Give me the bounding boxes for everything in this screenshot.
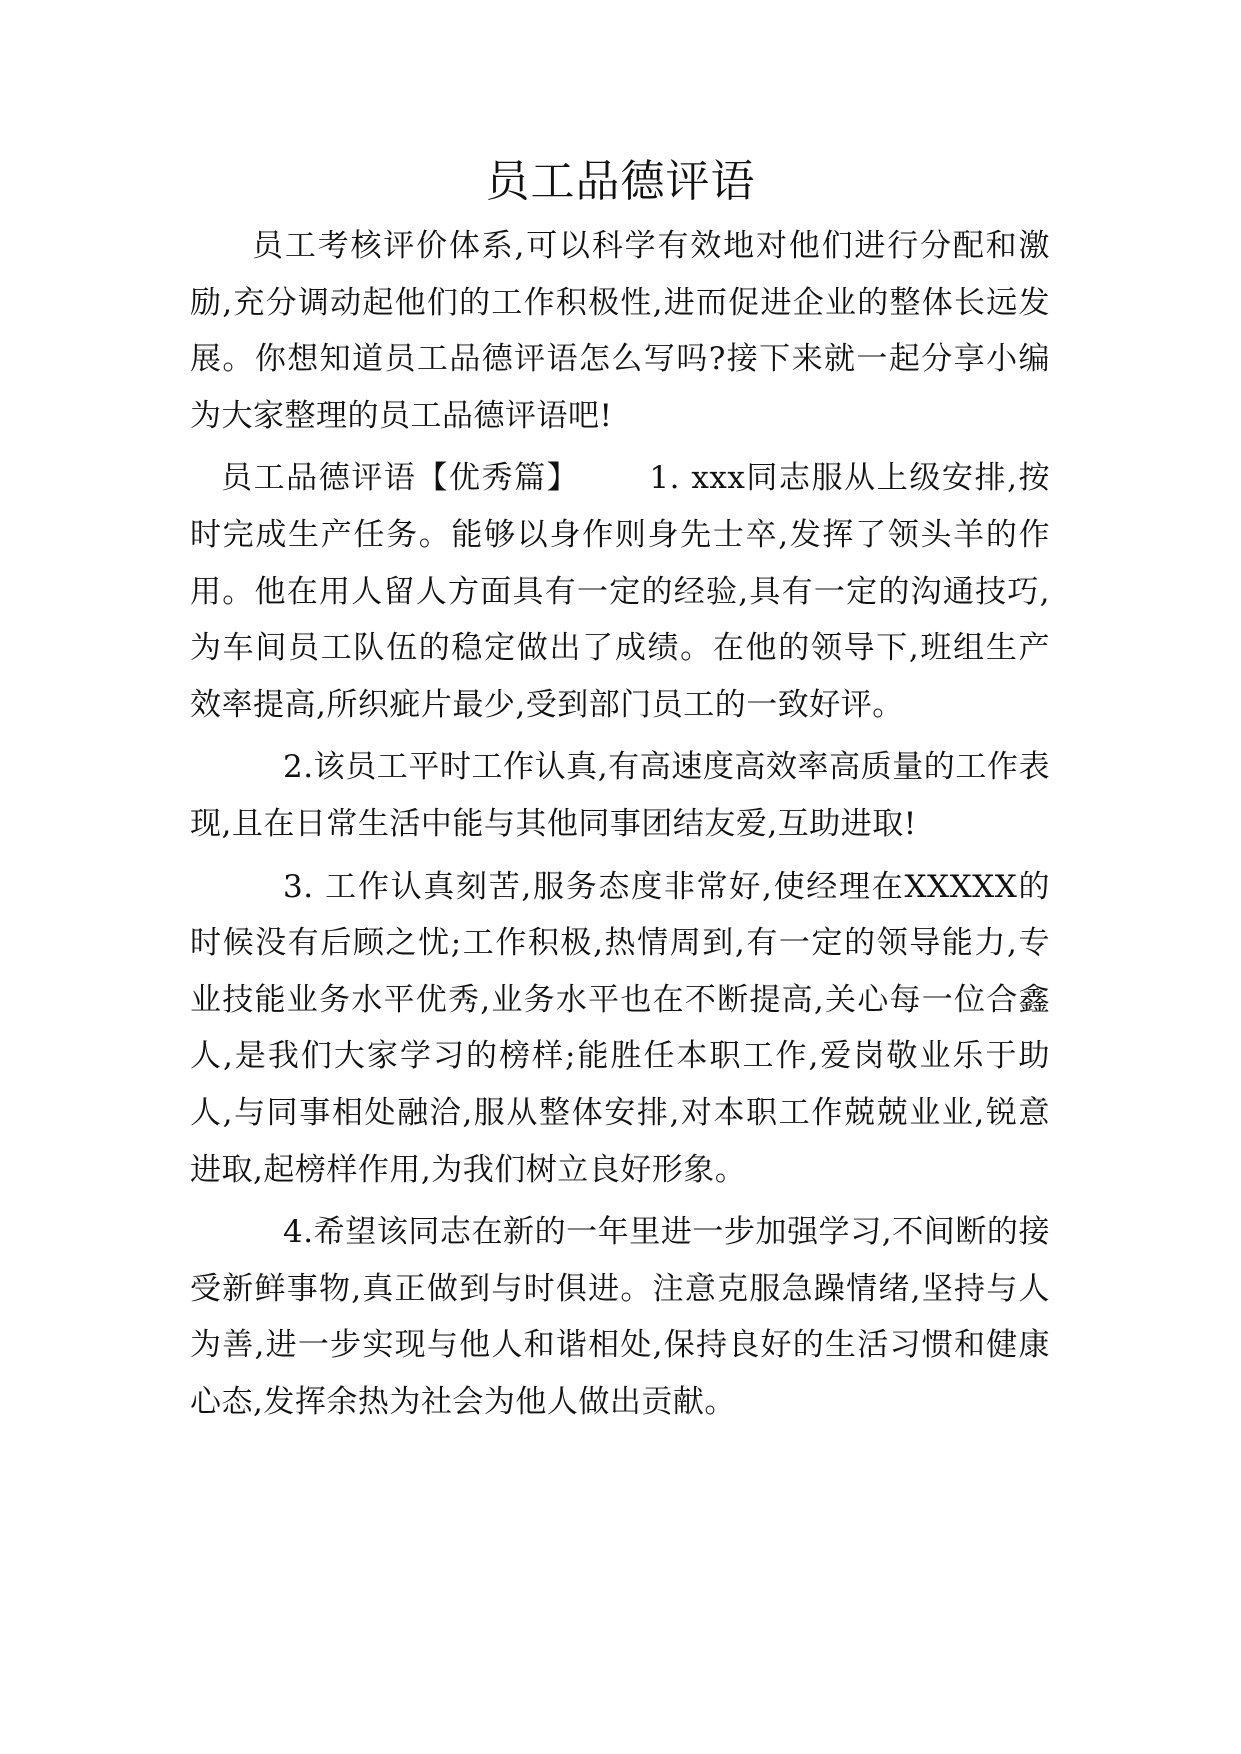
item-4-paragraph: 4.希望该同志在新的一年里进一步加强学习,不间断的接受新鲜事物,真正做到与时俱进。注意克服急躁情绪,坚持与人为善,进一步实现与他人和谐相处,保持良好的生活习惯和健康心态,发挥余热为社会为他人做出贡献。 [190, 1214, 1050, 1420]
item-1-text: 1. xxx同志服从上级安排,按时完成生产任务。能够以身作则身先士卒,发挥了领头羊的作用。他在用人留人方面具有一定的经验,具有一定的沟通技巧,为车间员工队伍的稳定做出了成绩。在他的领导下,班组生产效率提高,所织疵片最少,受到部门员工的一致好评。 [190, 460, 1051, 723]
section-heading: 员工品德评语【优秀篇】 [221, 460, 580, 497]
item-2-paragraph: 2.该员工平时工作认真,有高速度高效率高质量的工作表现,且在日常生活中能与其他同事团结友爱,互助进取! [190, 749, 1050, 842]
document-body [190, 218, 1050, 1436]
document-title: 员工品德评语 [485, 156, 756, 207]
intro-paragraph: 员工考核评价体系,可以科学有效地对他们进行分配和激励,充分调动起他们的工作积极性,进而促进企业的整体长远发展。你想知道员工品德评语怎么写吗?接下来就一起分享小编为大家整理的员工品德评语吧! [190, 228, 1050, 434]
item-3-paragraph: 3. 工作认真刻苦,服务态度非常好,使经理在XXXXX的时候没有后顾之忧;工作积极,热情周到,有一定的领导能力,专业技能业务水平优秀,业务水平也在不断提高,关心每一位合鑫人,是我们大家学习的榜样;能胜任本职工作,爱岗敬业乐于助人,与同事相处融洽,服从整体安排,对本职工作兢兢业业,锐意进取,起榜样作用,为我们树立良好形象。 [190, 868, 1050, 1188]
section-paragraph [190, 450, 1050, 733]
